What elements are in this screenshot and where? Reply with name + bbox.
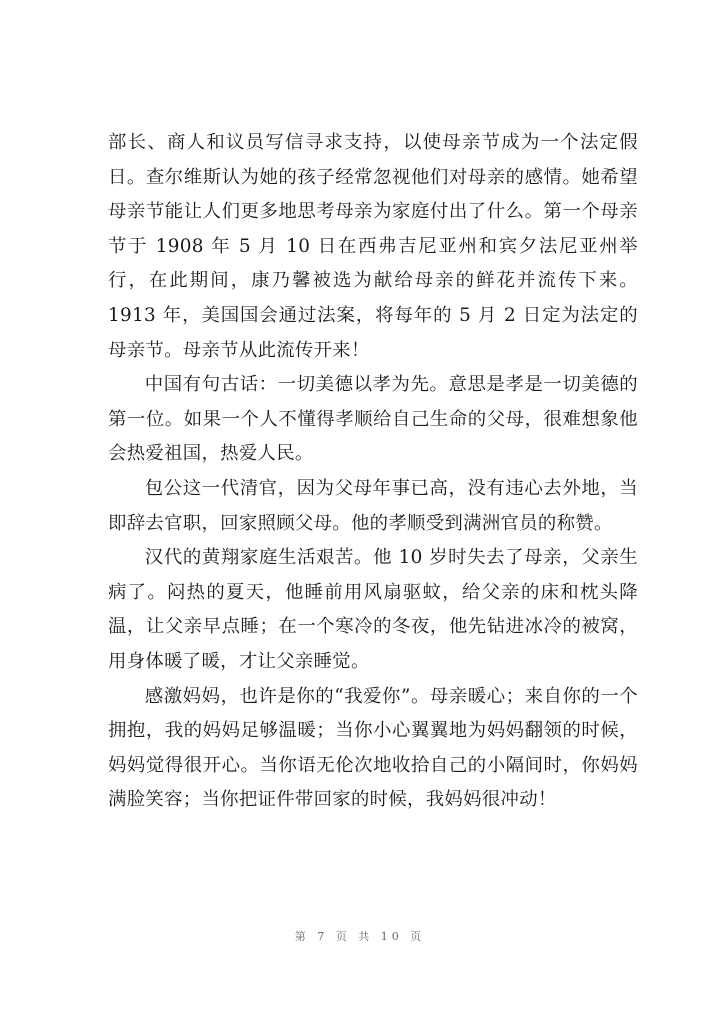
paragraph-mothers-day-history: 部长、商人和议员写信寻求支持，以使母亲节成为一个法定假日。查尔维斯认为她的孩子经常忽视他们对母亲的感情。她希望母亲节能让人们更多地思考母亲为家庭付出了什么。第一个母亲节于 1908 年 5 月 10 日在西弗吉尼亚州和宾夕法尼亚州举行，在此期间，康乃馨被选为献给母亲的鲜花并流传下来。1913 年，美国国会通过法案，将每年的 5 月 2 日定为法定的母亲节。母亲节从此流传开来！ — [108, 132, 638, 361]
paragraph-huangxiang-story: 汉代的黄翔家庭生活艰苦。他 10 岁时失去了母亲，父亲生病了。闷热的夏天，他睡前用风扇驱蚊，给父亲的床和枕头降温，让父亲早点睡；在一个寒冷的冬夜，他先钻进冰冷的被窝，用身体暖了暖，才让父亲睡觉。 — [108, 547, 638, 672]
page-number-footer: 第 7 页 共 10 页 — [294, 930, 426, 943]
paragraph-thank-mother: 感激妈妈，也许是你的“我爱你”。母亲暖心；来自你的一个拥抱，我的妈妈足够温暖；当你小心翼翼地为妈妈翻领的时候，妈妈觉得很开心。当你语无伦次地收拾自己的小隔间时，你妈妈满脸笑容；当你把证件带回家的时候，我妈妈很冲动！ — [108, 685, 638, 811]
paragraph-filial-piety-saying: 中国有句古话：一切美德以孝为先。意思是孝是一切美德的第一位。如果一个人不懂得孝顺给自己生命的父母，很难想象他会热爱祖国，热爱人民。 — [108, 374, 638, 465]
paragraph-baogong-story: 包公这一代清官，因为父母年事已高，没有违心去外地，当即辞去官职，回家照顾父母。他的孝顺受到满洲官员的称赞。 — [108, 477, 638, 534]
document-body — [108, 126, 638, 818]
